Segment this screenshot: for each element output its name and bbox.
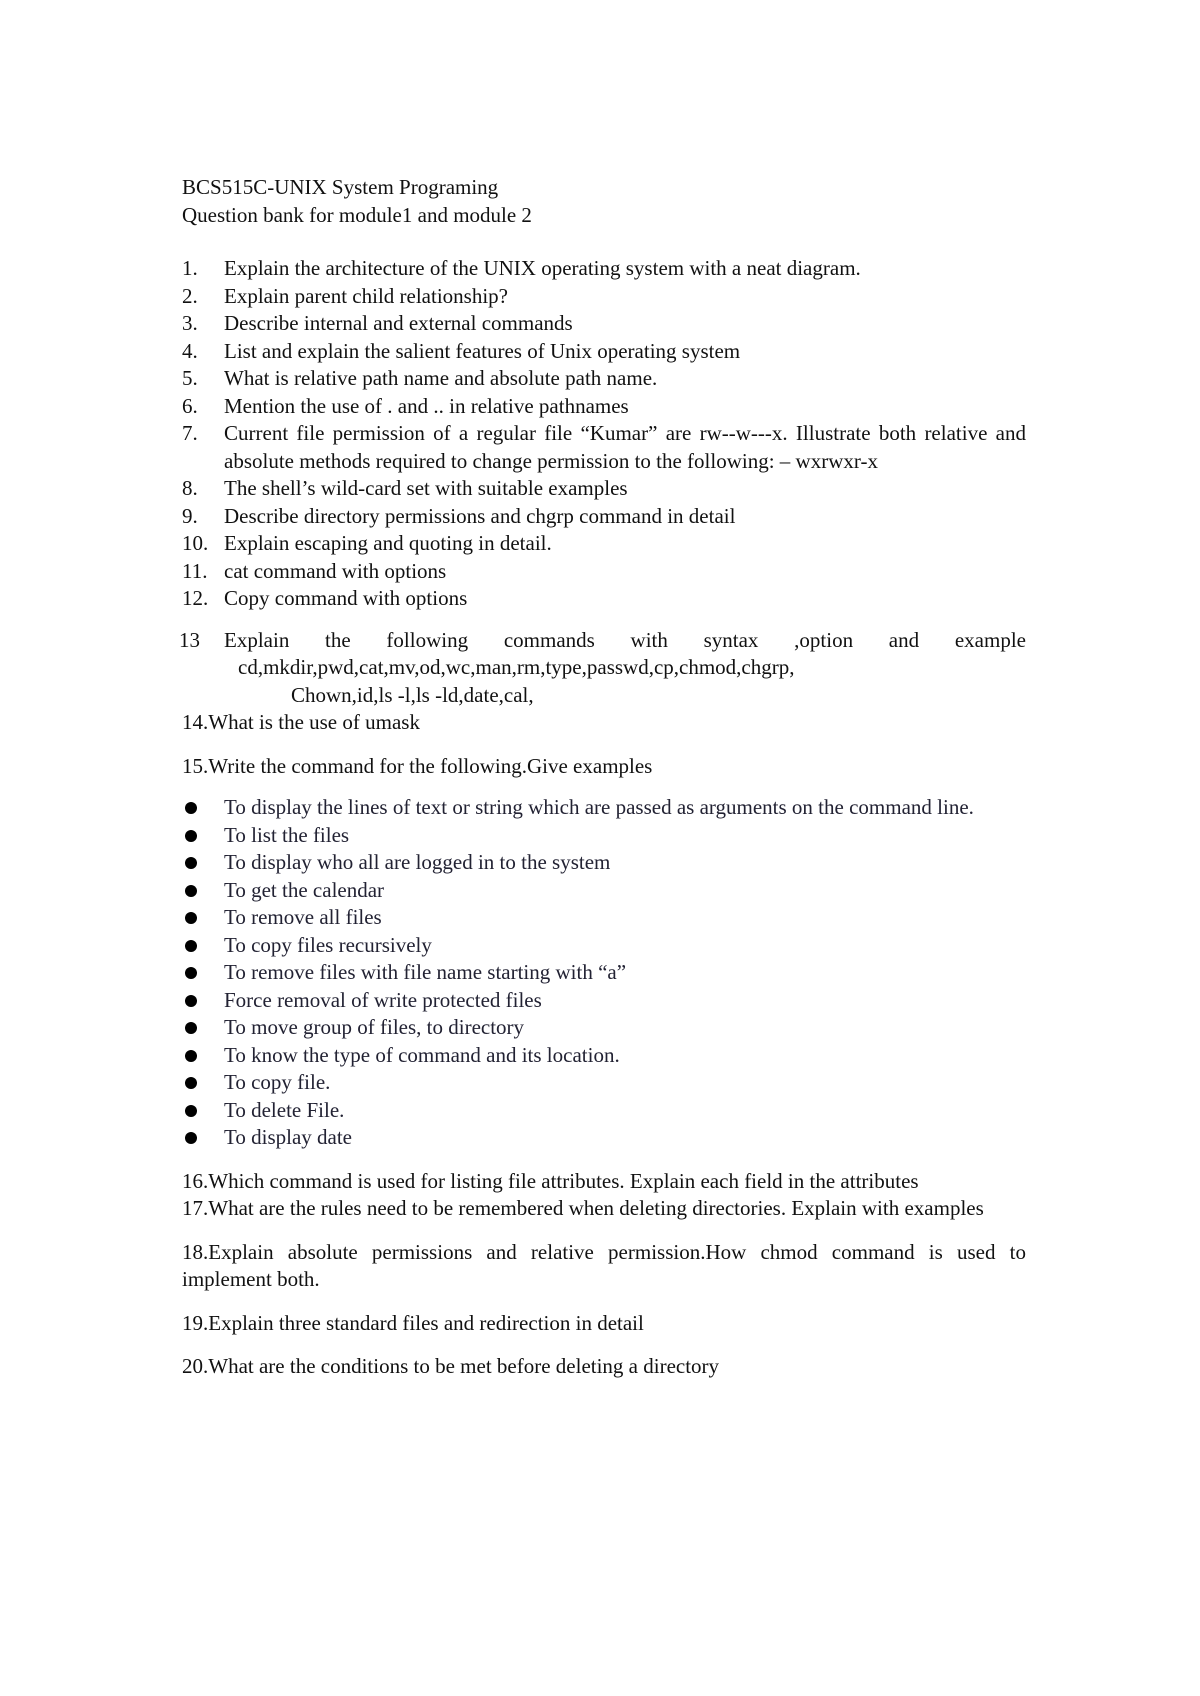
list-item (182, 1097, 1026, 1125)
question-number: 12. (182, 586, 209, 610)
question-item (182, 393, 1026, 421)
list-item-text: Force removal of write protected files (224, 987, 542, 1012)
list-item (182, 1069, 1026, 1097)
bullet-icon (185, 802, 197, 814)
document-header (182, 174, 1026, 229)
list-item-text: To copy file. (224, 1070, 331, 1094)
question-text: List and explain the salient features of Unix operating system (224, 338, 741, 363)
question-text: Describe directory permissions and chgrp command in detail (224, 503, 736, 528)
question-list (182, 255, 1026, 613)
question-number: 4. (182, 338, 198, 363)
list-item-text: To list the files (224, 822, 350, 847)
list-item (182, 794, 1026, 822)
list-item (182, 1014, 1026, 1042)
question-number: 1. (182, 256, 198, 280)
question-13-line-2: cd,mkdir,pwd,cat,mv,od,wc,man,rm,type,passwd,cp,chmod,chgrp, (238, 655, 795, 679)
question-13-line-3: Chown,id,ls -l,ls -ld,date,cal, (291, 682, 534, 707)
question-item (182, 585, 1026, 613)
list-item-text: To display date (224, 1125, 352, 1149)
question-text: Mention the use of . and .. in relative pathnames (224, 393, 629, 418)
list-item (182, 849, 1026, 877)
list-item-text: To copy files recursively (224, 932, 432, 957)
bullet-icon (185, 885, 197, 897)
list-item-text: To display the lines of text or string which are passed as arguments on the command line. (224, 795, 974, 819)
question-number: 6. (182, 393, 198, 418)
question-16: 16.Which command is used for listing file attributes. Explain each field in the attributes (182, 1168, 919, 1193)
question-item (182, 283, 1026, 311)
list-item-text: To remove all files (224, 905, 382, 929)
command-task-list (182, 794, 1026, 1152)
list-item (182, 904, 1026, 932)
question-item (182, 530, 1026, 558)
list-item-text: To remove files with file name starting with “a” (224, 960, 627, 984)
list-item-text: To delete File. (224, 1097, 345, 1122)
question-item (182, 558, 1026, 586)
question-text: Copy command with options (224, 586, 468, 610)
question-18: 18.Explain absolute permissions and relative permission.How chmod command is used to implement both. (182, 1239, 1026, 1291)
question-13 (179, 627, 1026, 710)
question-text: Describe internal and external commands (224, 311, 573, 335)
question-15: 15.Write the command for the following.Give examples (182, 753, 653, 778)
question-number: 10. (182, 531, 209, 555)
list-item (182, 959, 1026, 987)
question-item (182, 365, 1026, 393)
list-item (182, 987, 1026, 1015)
bullet-icon (185, 857, 197, 869)
list-item (182, 1042, 1026, 1070)
question-item (182, 503, 1026, 531)
question-text: What is relative path name and absolute path name. (224, 366, 658, 390)
list-item (182, 1124, 1026, 1152)
question-19: 19.Explain three standard files and redirection in detail (182, 1310, 644, 1335)
bullet-icon (185, 830, 197, 842)
list-item-text: To move group of files, to directory (224, 1015, 525, 1039)
course-title: BCS515C-UNIX System Programing (182, 175, 499, 199)
bullet-icon (185, 1022, 197, 1034)
list-item (182, 822, 1026, 850)
question-item (182, 255, 1026, 283)
bullet-icon (185, 1105, 197, 1117)
question-number: 9. (182, 503, 198, 528)
question-item (182, 338, 1026, 366)
list-item (182, 877, 1026, 905)
question-text: The shell’s wild-card set with suitable examples (224, 476, 628, 500)
question-text: Explain parent child relationship? (224, 283, 508, 308)
list-item (182, 932, 1026, 960)
bullet-icon (185, 940, 197, 952)
document-page (179, 174, 1026, 1381)
list-item-text: To display who all are logged in to the system (224, 850, 611, 874)
bullet-icon (185, 912, 197, 924)
question-number: 13 (179, 627, 200, 652)
question-item (182, 475, 1026, 503)
question-number: 11. (182, 558, 208, 583)
question-number: 3. (182, 311, 198, 335)
question-20: 20.What are the conditions to be met before deleting a directory (182, 1354, 720, 1378)
bullet-icon (185, 967, 197, 979)
document-subtitle: Question bank for module1 and module 2 (182, 202, 532, 227)
question-text: Explain the architecture of the UNIX operating system with a neat diagram. (224, 256, 861, 280)
bullet-icon (185, 1132, 197, 1144)
question-number: 5. (182, 366, 198, 390)
question-text: Current file permission of a regular file “Kumar” are rw--w---x. Illustrate both relative and absolute methods required to change permission to the following: – wxrwxr-x (224, 421, 1026, 473)
question-text: Explain escaping and quoting in detail. (224, 531, 552, 555)
question-item (182, 310, 1026, 338)
question-item (182, 420, 1026, 475)
question-17: 17.What are the rules need to be remembered when deleting directories. Explain with examples (182, 1196, 984, 1220)
question-14: 14.What is the use of umask (182, 710, 420, 734)
question-number: 7. (182, 421, 198, 445)
bullet-icon (185, 1077, 197, 1089)
list-item-text: To get the calendar (224, 877, 385, 902)
list-item-text: To know the type of command and its location. (224, 1042, 620, 1067)
question-number: 2. (182, 283, 198, 308)
question-text: cat command with options (224, 558, 447, 583)
bullet-icon (185, 1050, 197, 1062)
question-13-line-1: Explain the following commands with syntax ,option and example (224, 627, 1026, 652)
question-number: 8. (182, 476, 198, 500)
bullet-icon (185, 995, 197, 1007)
